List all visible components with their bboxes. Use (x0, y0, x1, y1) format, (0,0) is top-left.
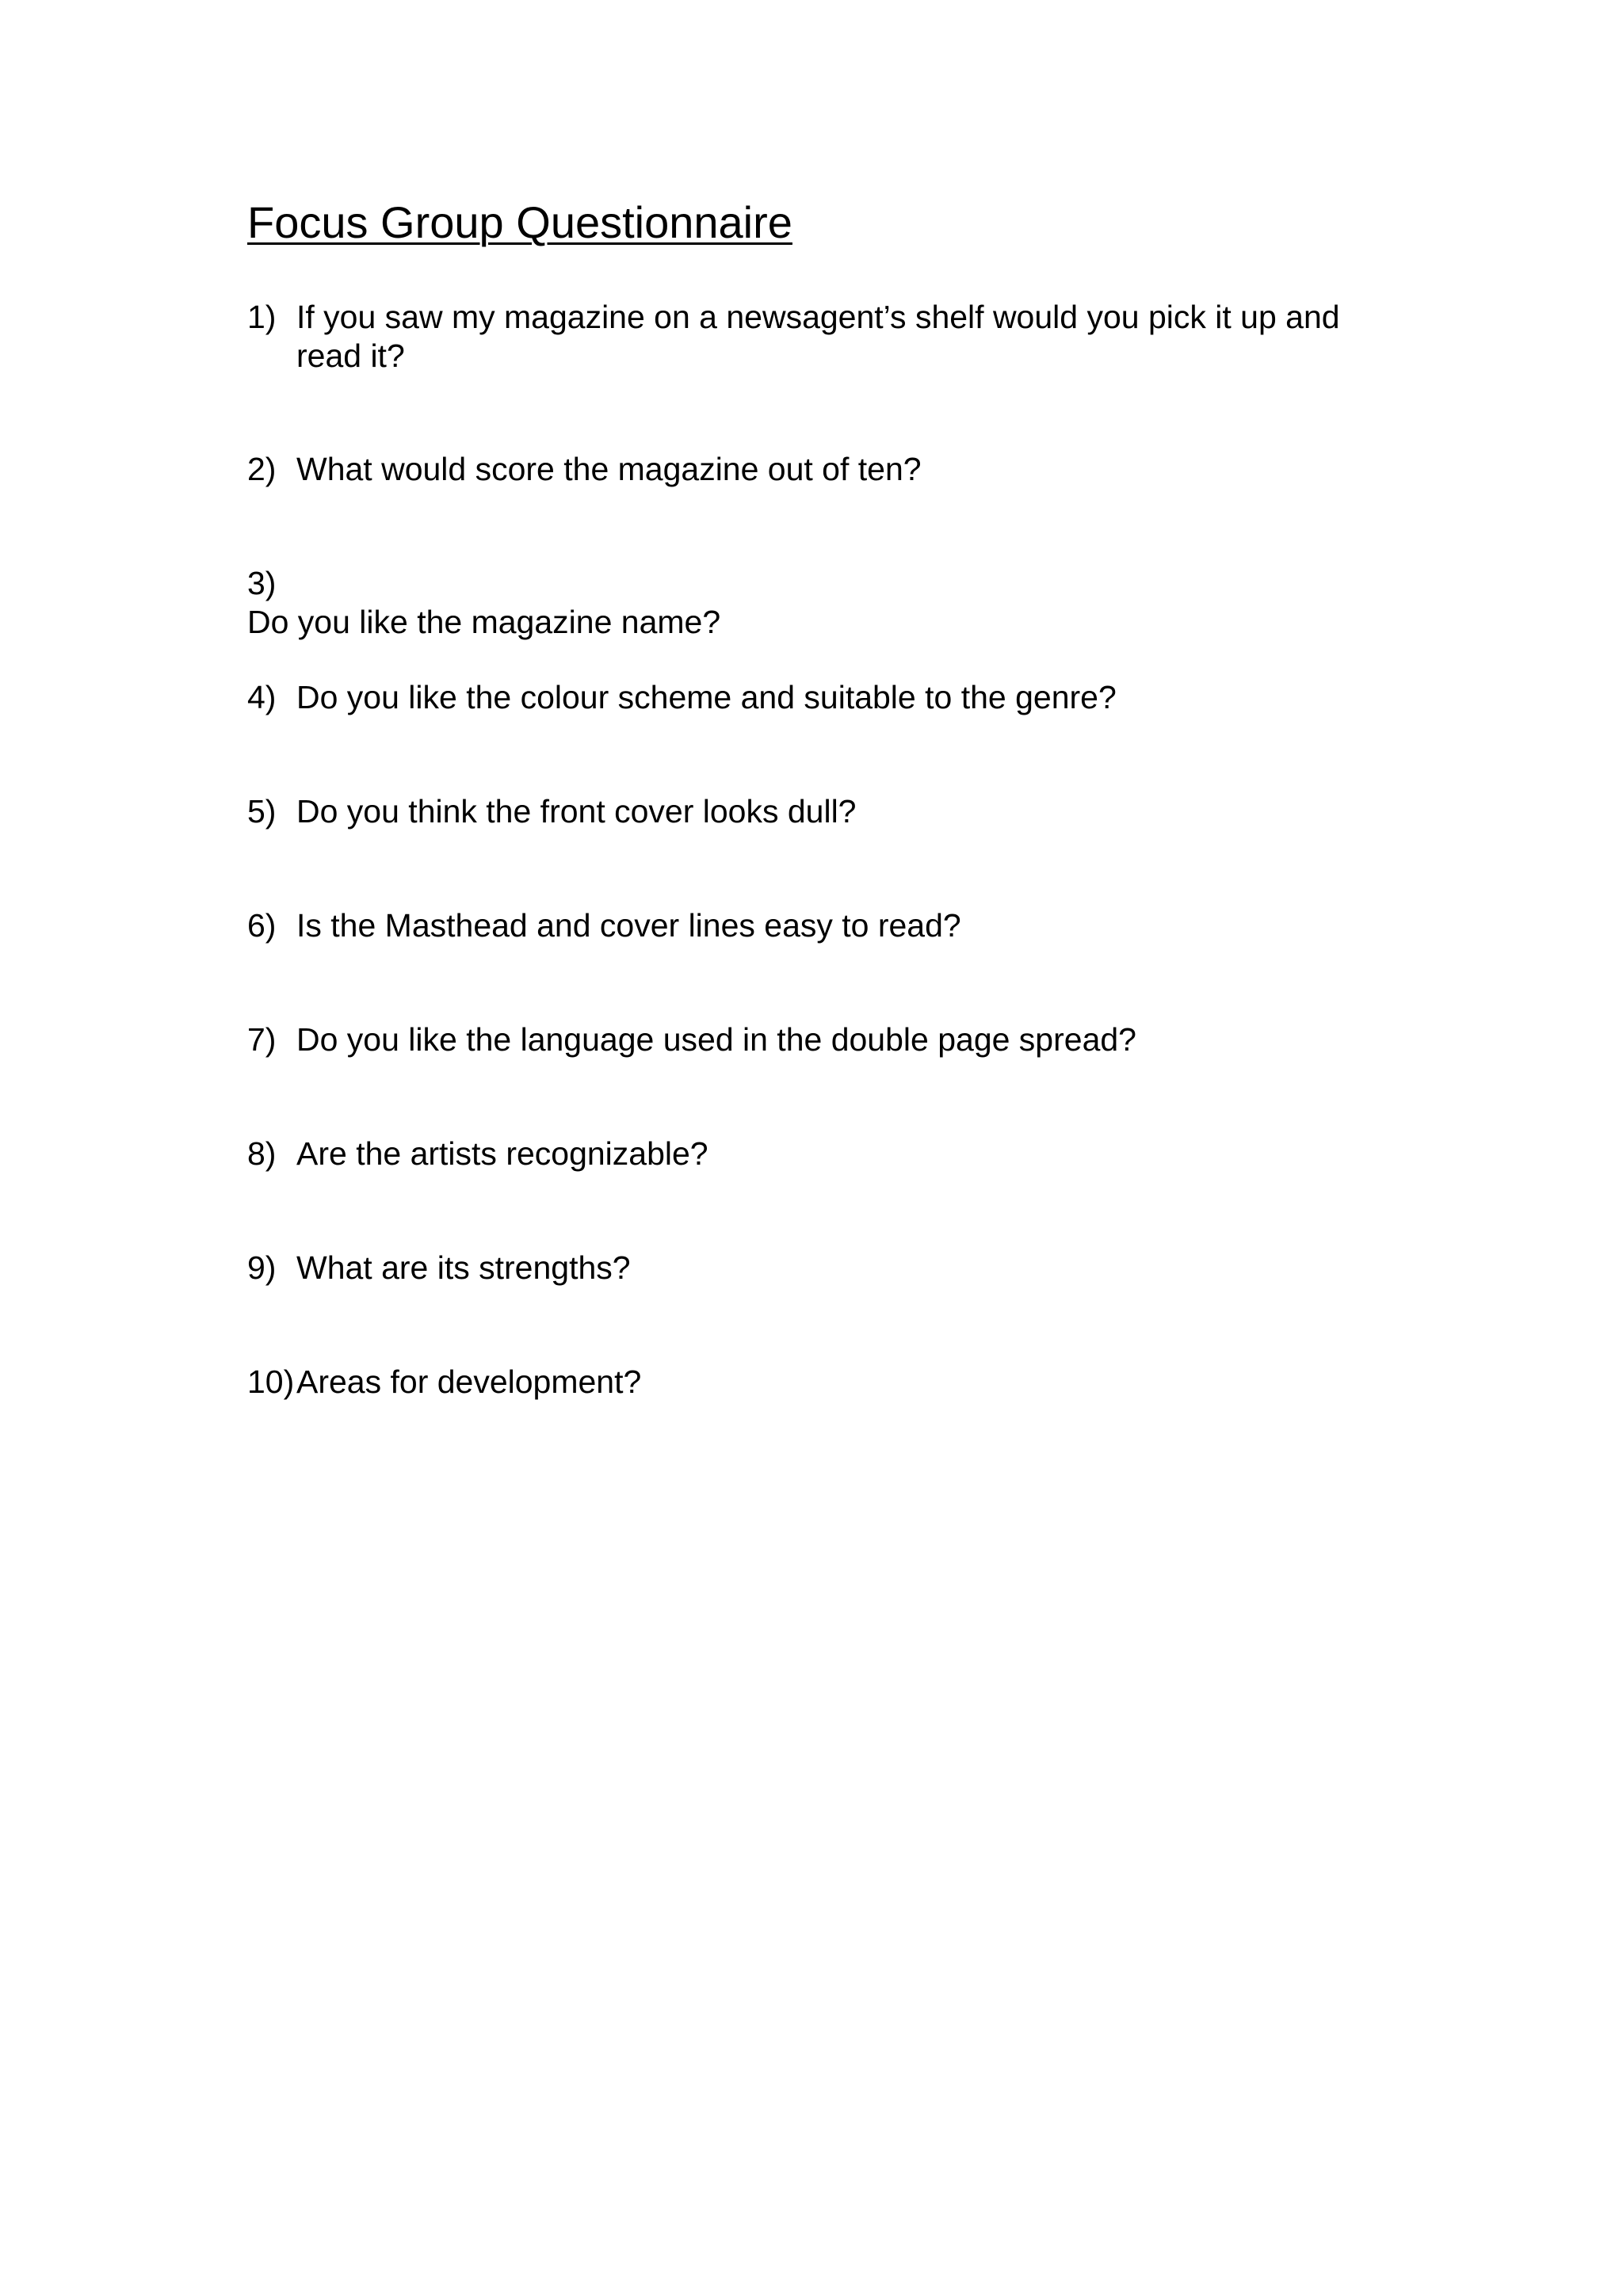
page-title: Focus Group Questionnaire (247, 197, 792, 247)
question-number: 8) (247, 1135, 277, 1172)
question-item (247, 298, 1388, 376)
question-item (247, 1363, 1388, 1402)
question-number: 1) (247, 299, 277, 335)
question-text: Do you like the language used in the double page spread? (296, 1021, 1136, 1058)
question-text: What are its strengths? (296, 1249, 631, 1286)
question-item (247, 678, 1388, 717)
question-item (247, 564, 1388, 642)
question-item (247, 450, 1388, 489)
question-item (247, 792, 1388, 831)
question-text: Are the artists recognizable? (296, 1135, 708, 1172)
question-text: Do you think the front cover looks dull? (296, 793, 857, 830)
question-number: 3) (247, 565, 277, 601)
question-text: Is the Masthead and cover lines easy to read? (296, 907, 961, 944)
question-item (247, 1249, 1388, 1287)
question-text: What would score the magazine out of ten? (296, 451, 922, 487)
question-number: 5) (247, 793, 277, 830)
question-number: 2) (247, 451, 277, 487)
question-item (247, 906, 1388, 945)
question-text: Do you like the colour scheme and suitable to the genre? (296, 679, 1117, 715)
question-item (247, 1135, 1388, 1173)
question-number: 4) (247, 679, 277, 715)
question-text: Areas for development? (296, 1363, 642, 1400)
question-number: 9) (247, 1249, 277, 1286)
question-item (247, 1020, 1388, 1059)
question-number: 6) (247, 907, 277, 944)
question-text: If you saw my magazine on a newsagent’s shelf would you pick it up and read it? (296, 299, 1340, 374)
question-number: 10) (247, 1363, 295, 1400)
question-text: Do you like the magazine name? (247, 604, 721, 640)
question-number: 7) (247, 1021, 277, 1058)
